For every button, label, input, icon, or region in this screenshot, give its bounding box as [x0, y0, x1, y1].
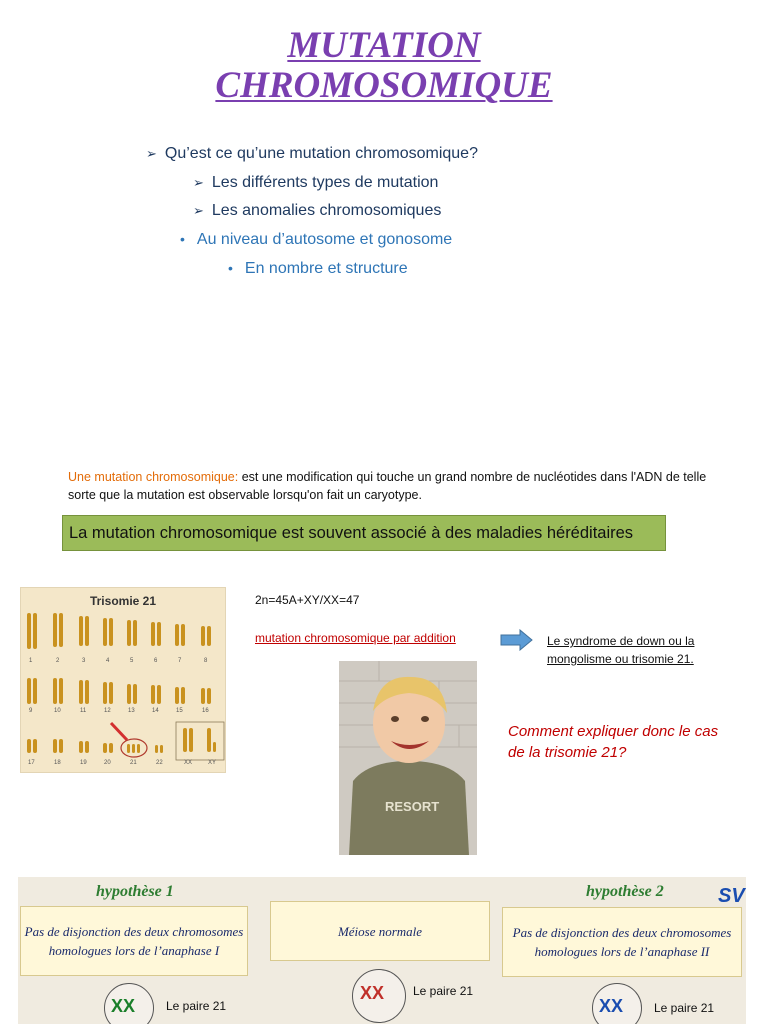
meiose-normale-box: Méiose normale	[270, 901, 490, 961]
outline-item-2: ➢ Les différents types de mutation	[193, 174, 439, 191]
definition-term: Une mutation chromosomique:	[68, 470, 239, 484]
dot-bullet-icon: •	[180, 231, 185, 247]
chromosome-pair-green-icon: XX	[111, 996, 136, 1016]
arrow-bullet-icon: ➢	[193, 175, 204, 190]
pair-label-2: Le paire 21	[413, 984, 474, 998]
chromosome-pair-red-icon: XX	[360, 983, 385, 1003]
definition-text: est une modification qui touche un grand nombre de nucléotides dans l'ADN de telle sorte que la mutation est observable lorsqu'on fait un caryotype.	[68, 470, 707, 502]
svg-text:RESORT: RESORT	[385, 799, 440, 814]
outline-item-3: ➢ Les anomalies chromosomiques	[193, 202, 442, 219]
pair-label-1: Le paire 21	[166, 999, 227, 1013]
child-photo	[339, 661, 477, 855]
pair-label-3: Le paire 21	[654, 1001, 715, 1015]
arrow-bullet-icon: ➢	[193, 203, 204, 218]
outline-item-1: ➢ Qu’est ce qu’une mutation chromosomique?	[146, 145, 478, 162]
hypothesis-diagram	[18, 877, 746, 1024]
outline-item-4: • Au niveau d’autosome et gonosome	[180, 231, 453, 248]
karyotype-chromosomes	[21, 588, 227, 774]
karyotype-image: Trisomie 21 1 2 3 4 5 6 7 8 9 10 11 12 13 14 15 16 17 18 19 20 21 22 XX XY	[20, 587, 226, 773]
hypothesis-1-label: hypothèse 1	[96, 883, 174, 900]
definition-paragraph	[68, 468, 718, 504]
dot-bullet-icon: •	[228, 260, 233, 276]
question-text: Comment expliquer donc le cas de la trisomie 21?	[508, 723, 719, 761]
hypothesis-2-label: hypothèse 2	[586, 883, 664, 900]
hypothesis-2-box: Pas de disjonction des deux chromosomes homologues lors de l’anaphase II	[502, 907, 742, 977]
karyotype-formula: 2n=45A+XY/XX=47	[255, 593, 360, 607]
title-line-2: CHROMOSOMIQUE	[215, 65, 553, 106]
page-title	[0, 26, 768, 106]
title-line-1: MUTATION	[287, 25, 481, 66]
chromosome-pair-blue-icon: XX	[599, 996, 624, 1016]
info-banner: La mutation chromosomique est souvent associé à des maladies héréditaires	[62, 515, 666, 551]
right-arrow-icon	[500, 629, 534, 651]
child-photo-illustration	[339, 661, 477, 855]
hypothesis-1-box: Pas de disjonction des deux chromosomes homologues lors de l’anaphase I	[20, 906, 248, 976]
outline-item-5: • En nombre et structure	[228, 260, 408, 277]
karyotype-title: Trisomie 21	[89, 594, 157, 608]
addition-label: mutation chromosomique par addition	[255, 631, 456, 645]
arrow-bullet-icon: ➢	[146, 146, 157, 161]
logo-icon: SV	[718, 885, 745, 907]
syndrome-text: Le syndrome de down ou la mongolisme ou trisomie 21.	[547, 634, 695, 666]
